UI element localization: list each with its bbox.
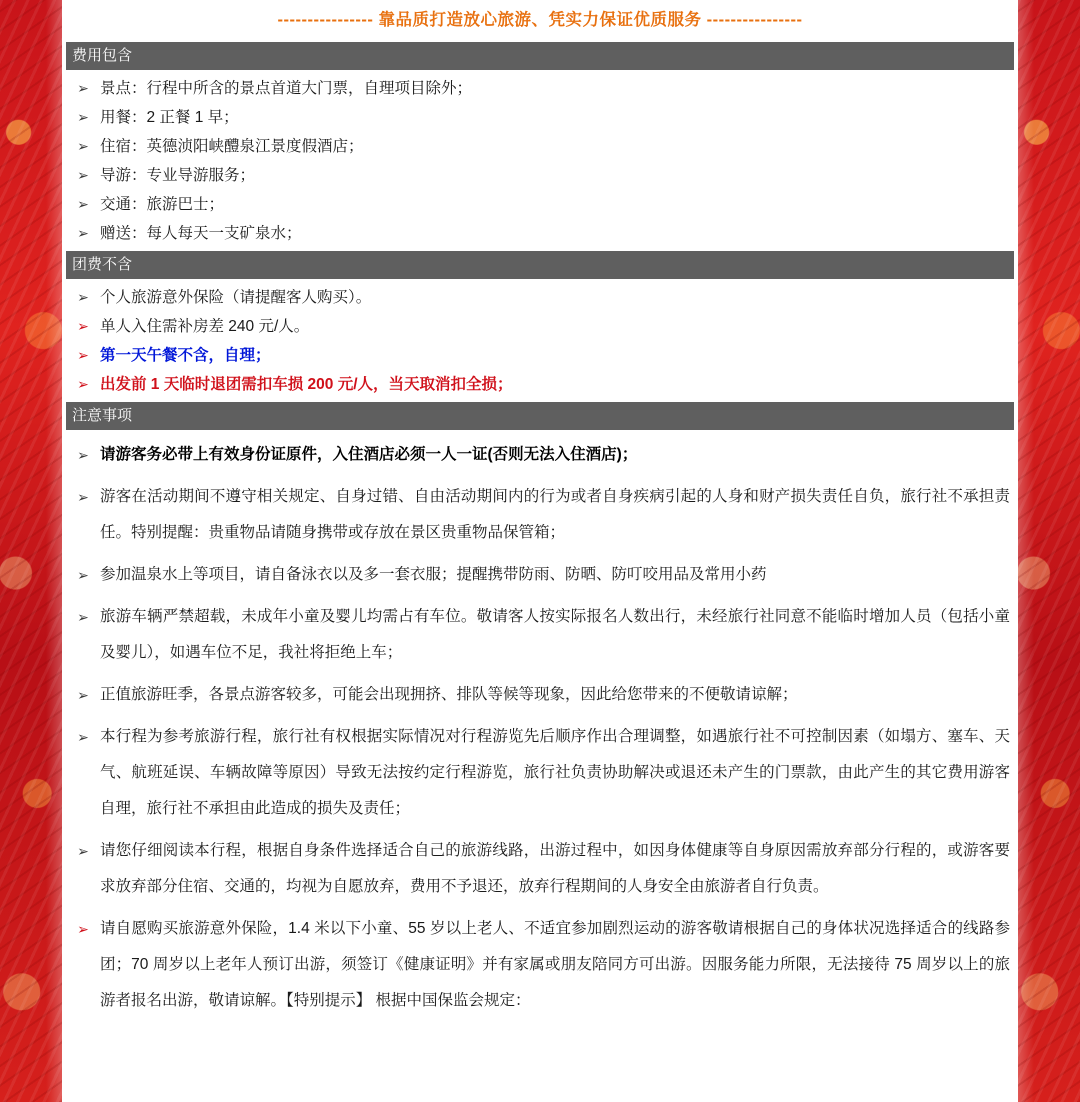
included-list: [62, 74, 1018, 248]
bullet-arrow-icon: ➢: [77, 447, 89, 463]
bullet-arrow-icon: ➢: [77, 347, 89, 363]
notes-list: [62, 434, 1018, 1022]
bullet-arrow-icon: ➢: [77, 289, 89, 305]
list-item-text: 请自愿购买旅游意外保险，1.4 米以下小童、55 岁以上老人、不适宜参加剧烈运动的游客敬请根据自己的身体状况选择适合的线路参团；70 周岁以上老年人预订出游，须签订《健康证明》并有家属或朋友陪同方可出游。因服务能力所限，无法接待 75 周岁以上的旅游者报名出游，敬请谅解。【特别提示】 根据中国保监会规定：: [100, 920, 1010, 1009]
decorative-left-border: [0, 0, 62, 1102]
bullet-arrow-icon: ➢: [77, 196, 89, 212]
list-item-text: 用餐：2 正餐 1 早；: [100, 109, 239, 126]
list-item: [66, 74, 1014, 103]
list-item: [66, 283, 1014, 312]
list-item: [66, 161, 1014, 190]
list-item-text: 旅游车辆严禁超载，未成年小童及婴儿均需占有车位。敬请客人按实际报名人数出行，未经旅行社同意不能临时增加人员（包括小童及婴儿），如遇车位不足，我社将拒绝上车；: [100, 608, 1010, 661]
bullet-arrow-icon: ➢: [77, 687, 89, 703]
list-item: [66, 370, 1014, 399]
list-item-text: 个人旅游意外保险（请提醒客人购买）。: [100, 289, 372, 306]
list-item: [66, 312, 1014, 341]
list-item-text: 正值旅游旺季，各景点游客较多，可能会出现拥挤、排队等候等现象，因此给您带来的不便敬请谅解；: [100, 686, 798, 703]
document-page: [62, 0, 1018, 1102]
bullet-arrow-icon: ➢: [77, 921, 89, 937]
bullet-arrow-icon: ➢: [77, 489, 89, 505]
list-item: [66, 476, 1014, 554]
list-item-text: 单人入住需补房差 240 元/人。: [100, 318, 310, 335]
list-item: [66, 219, 1014, 248]
section-included: [62, 42, 1018, 248]
list-item-text: 住宿：英德浈阳峡醴泉江景度假酒店；: [100, 138, 364, 155]
bullet-arrow-icon: ➢: [77, 80, 89, 96]
list-item-text: 参加温泉水上等项目，请自备泳衣以及多一套衣服；提醒携带防雨、防晒、防叮咬用品及常用小药: [100, 566, 767, 583]
list-item: [66, 716, 1014, 830]
bullet-arrow-icon: ➢: [77, 109, 89, 125]
bullet-arrow-icon: ➢: [77, 225, 89, 241]
decorative-right-border: [1018, 0, 1080, 1102]
list-item: [66, 132, 1014, 161]
promo-banner: ---------------- 靠品质打造放心旅游、凭实力保证优质服务 ----------------: [277, 11, 803, 29]
list-item-text: 请您仔细阅读本行程，根据自身条件选择适合自己的旅游线路，出游过程中，如因身体健康等自身原因需放弃部分行程的，或游客要求放弃部分住宿、交通的，均视为自愿放弃，费用不予退还，放弃行程期间的人身安全由旅游者自行负责。: [100, 842, 1010, 895]
list-item-text: 出发前 1 天临时退团需扣车损 200 元/人，当天取消扣全损；: [100, 376, 513, 393]
list-item: [66, 596, 1014, 674]
list-item: [66, 341, 1014, 370]
section-excluded: [62, 251, 1018, 399]
list-item: [66, 190, 1014, 219]
excluded-list: [62, 283, 1018, 399]
bullet-arrow-icon: ➢: [77, 138, 89, 154]
bullet-arrow-icon: ➢: [77, 167, 89, 183]
list-item-text: 赠送：每人每天一支矿泉水；: [100, 225, 302, 242]
list-item: [66, 908, 1014, 1022]
list-item-text: 导游：专业导游服务；: [100, 167, 256, 184]
section-title-included: 费用包含: [66, 42, 1014, 70]
list-item-text: 本行程为参考旅游行程，旅行社有权根据实际情况对行程游览先后顺序作出合理调整，如遇旅行社不可控制因素（如塌方、塞车、天气、航班延误、车辆故障等原因）导致无法按约定行程游览，旅行社负责协助解决或退还未产生的门票款，由此产生的其它费用游客自理，旅行社不承担由此造成的损失及责任；: [100, 728, 1010, 817]
bullet-arrow-icon: ➢: [77, 376, 89, 392]
section-title-excluded: 团费不含: [66, 251, 1014, 279]
list-item-text: 景点：行程中所含的景点首道大门票，自理项目除外；: [100, 80, 473, 97]
list-item: [66, 103, 1014, 132]
bullet-arrow-icon: ➢: [77, 609, 89, 625]
list-item: [66, 434, 1014, 476]
section-title-notes: 注意事项: [66, 402, 1014, 430]
list-item-text: 交通：旅游巴士；: [100, 196, 225, 213]
list-item-text: 游客在活动期间不遵守相关规定、自身过错、自由活动期间内的行为或者自身疾病引起的人身和财产损失责任自负，旅行社不承担责任。特别提醒：贵重物品请随身携带或存放在景区贵重物品保管箱；: [100, 488, 1010, 541]
bullet-arrow-icon: ➢: [77, 843, 89, 859]
list-item-text: 请游客务必带上有效身份证原件，入住酒店必须一人一证(否则无法入住酒店)；: [100, 446, 638, 463]
bullet-arrow-icon: ➢: [77, 729, 89, 745]
section-notes: [62, 402, 1018, 1022]
bullet-arrow-icon: ➢: [77, 567, 89, 583]
list-item-text: 第一天午餐不含，自理；: [100, 347, 271, 364]
list-item: [66, 830, 1014, 908]
list-item: [66, 554, 1014, 596]
bullet-arrow-icon: ➢: [77, 318, 89, 334]
list-item: [66, 674, 1014, 716]
